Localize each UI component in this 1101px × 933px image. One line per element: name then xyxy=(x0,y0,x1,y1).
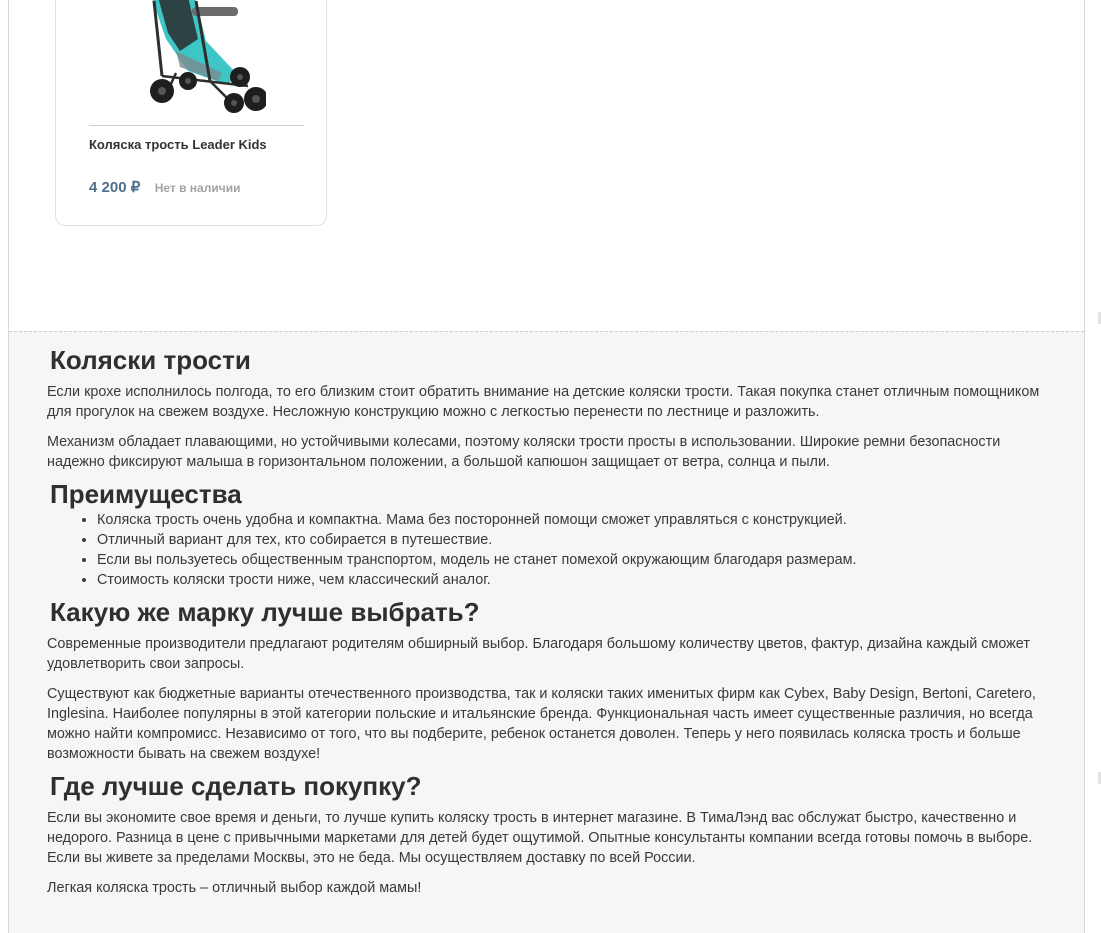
paragraph: Легкая коляска трость – отличный выбор каждой мамы! xyxy=(47,880,422,896)
section-title-strollers: Коляски трости xyxy=(50,345,251,375)
list-item: • Коляска трость очень удобна и компактна. Мама без посторонней помощи сможет управляться с конструкцией. xyxy=(97,510,1056,530)
card-divider xyxy=(89,125,304,126)
paragraph: Если вы экономите свое время и деньги, то лучше купить коляску трость в интернет магазине. В ТимаЛэнд вас обслужат быстро, качественно и недорого. Разница в цене с привычными маркетами для детей будет ощутимой. Опытные консультанты компании всегда готовы помочь в выборе. Если вы живете за пределами Москвы, это не беда. Мы осуществляем доставку по всей России. xyxy=(47,810,1033,866)
stock-status: Нет в наличии xyxy=(154,181,241,195)
product-price: 4 200 ₽ xyxy=(89,179,141,196)
price-row xyxy=(89,178,240,197)
list-item: • Если вы пользуетесь общественным транспортом, модель не станет помехой окружающим благодаря размерам. xyxy=(97,550,1056,570)
paragraph: Если крохе исполнилось полгода, то его близким стоит обратить внимание на детские коляски трости. Такая покупка станет отличным помощником для прогулок на свежем воздухе. Несложную конструкцию можно с легкостью перенести по лестнице и разложить. xyxy=(47,384,1040,420)
seo-text-block xyxy=(9,331,1084,933)
product-title[interactable]: Коляска трость Leader Kids xyxy=(89,137,267,152)
product-listing xyxy=(9,0,1084,331)
section-title-where-to-buy: Где лучше сделать покупку? xyxy=(50,771,422,801)
paragraph: Существуют как бюджетные варианты отечественного производства, так и коляски таких именитых фирм как Cybex, Baby Design, Bertoni, Caretero, Inglesina. Наиболее популярны в этой категории польские и итальянские бренда. Функциональная часть имеет существенные различия, но всегда можно найти компромисс. Независимо от того, что вы подберите, ребенок останется доволен. Теперь у него появилась коляска трость и больше возможности бывать на свежем воздухе! xyxy=(47,686,1036,762)
section-title-advantages: Преимущества xyxy=(50,479,242,509)
section-title-brand-choice: Какую же марку лучше выбрать? xyxy=(50,597,480,627)
list-item: • Отличный вариант для тех, кто собирается в путешествие. xyxy=(97,530,1056,550)
paragraph: Механизм обладает плавающими, но устойчивыми колесами, поэтому коляски трости просты в использовании. Широкие ремни безопасности надежно фиксируют малыша в горизонтальном положении, а большой капюшон защищает от ветра, солнца и пыли. xyxy=(47,434,1001,470)
page-frame xyxy=(8,0,1085,933)
list-item: • Стоимость коляски трости ниже, чем классический аналог. xyxy=(97,570,1056,590)
advantages-list xyxy=(47,510,1056,590)
stroller-image[interactable] xyxy=(136,0,266,126)
paragraph: Современные производители предлагают родителям обширный выбор. Благодаря большому количеству цветов, фактур, дизайна каждый сможет удовлетворить свои запросы. xyxy=(47,636,1030,672)
product-card[interactable] xyxy=(55,0,327,226)
